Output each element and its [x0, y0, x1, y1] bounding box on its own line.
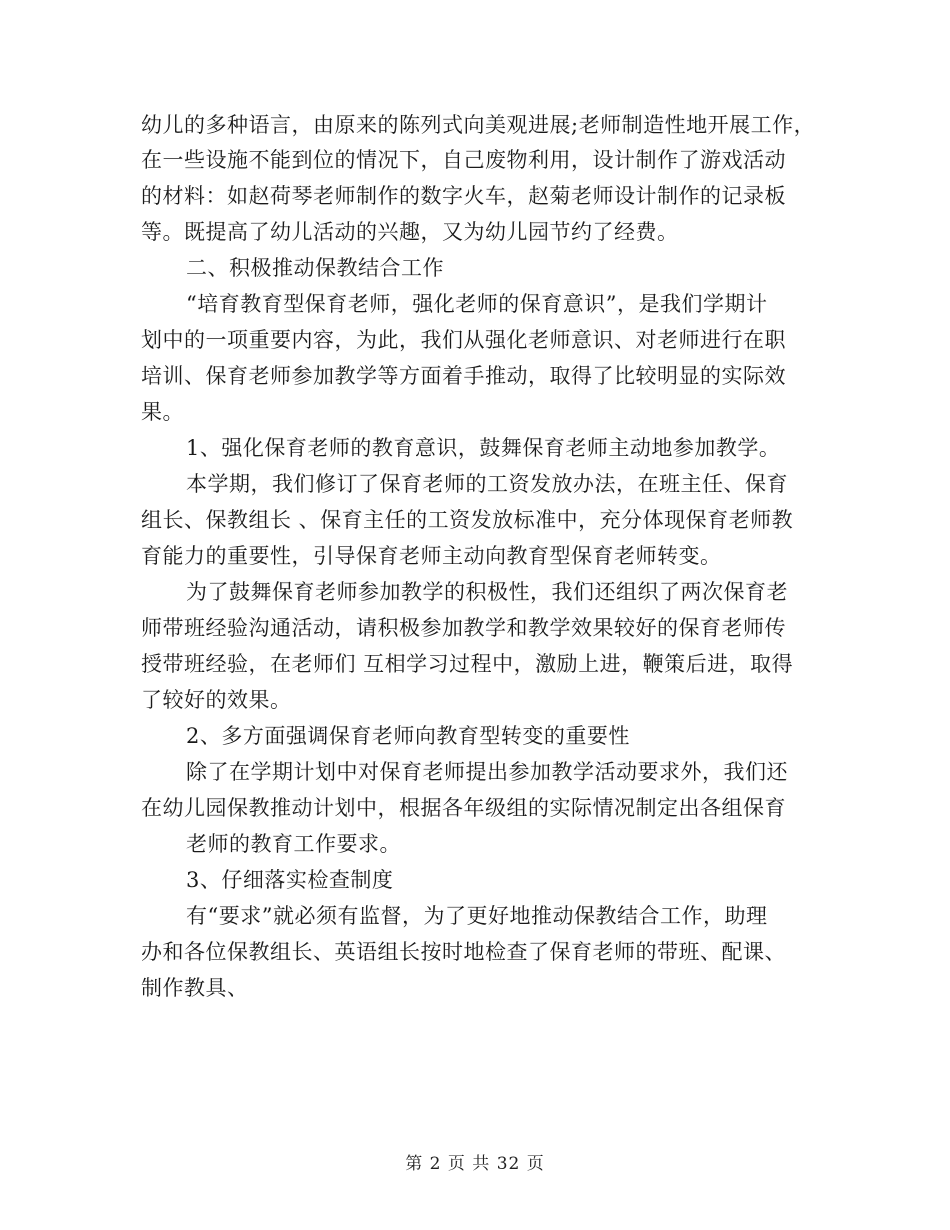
text-line-13: 育能力的重要性，引导保育老师主动向教育型保育老师转变。: [141, 544, 722, 568]
text-line-16: 授带班经验，在老师们 互相学习过程中，激励上进，鞭策后进，取得: [141, 652, 794, 676]
text-line-4: 等。既提高了幼儿活动的兴趣，又为幼儿园节约了经费。: [141, 220, 679, 244]
text-line-19: 除了在学期计划中对保育老师提出参加教学活动要求外，我们还: [186, 760, 788, 784]
text-line-14: 为了鼓舞保育老师参加教学的积极性，我们还组织了两次保育老: [186, 580, 788, 604]
text-line-2: 在一些设施不能到位的情况下，自己废物利用，设计制作了游戏活动: [141, 148, 786, 172]
section-heading: 二、积极推动保教结合工作: [186, 256, 444, 280]
text-line-25: 制作教具、: [141, 976, 249, 1000]
text-line-11: 本学期，我们修订了保育老师的工资发放办法，在班主任、保育: [186, 472, 788, 496]
text-line-20: 在幼儿园保教推动计划中，根据各年级组的实际情况制定出各组保育: [141, 796, 786, 820]
page-number-footer: 第 2 页 共 32 页: [405, 1154, 545, 1174]
text-line-15: 师带班经验沟通活动，请积极参加教学和教学效果较好的保育老师传: [141, 616, 786, 640]
text-line-24: 办和各位保教组长、英语组长按时地检查了保育老师的带班、配课、: [141, 940, 786, 964]
text-line-7: 划中的一项重要内容，为此，我们从强化老师意识、对老师进行在职: [141, 328, 786, 352]
text-line-12: 组长、保教组长 、保育主任的工资发放标准中，充分体现保育老师教: [141, 508, 794, 532]
text-line-1: 幼儿的多种语言，由原来的陈列式向美观进展;老师制造性地开展工作，: [141, 113, 816, 137]
text-line-9: 果。: [141, 400, 184, 424]
text-line-8: 培训、保育老师参加教学等方面着手推动，取得了比较明显的实际效: [141, 364, 786, 388]
text-line-6: “培育教育型保育老师，强化老师的保育意识”，是我们学期计: [186, 292, 768, 316]
subheading-3: 3、仔细落实检查制度: [186, 868, 394, 892]
text-line-3: 的材料：如赵荷琴老师制作的数字火车，赵菊老师设计制作的记录板: [141, 184, 786, 208]
text-line-17: 了较好的效果。: [141, 688, 292, 712]
subheading-2: 2、多方面强调保育老师向教育型转变的重要性: [186, 724, 630, 748]
text-line-21: 老师的教育工作要求。: [186, 832, 401, 856]
text-line-23: 有“要求”就必须有监督，为了更好地推动保教结合工作，助理: [186, 904, 768, 928]
subheading-1: 1、强化保育老师的教育意识，鼓舞保育老师主动地参加教学。: [186, 436, 781, 460]
